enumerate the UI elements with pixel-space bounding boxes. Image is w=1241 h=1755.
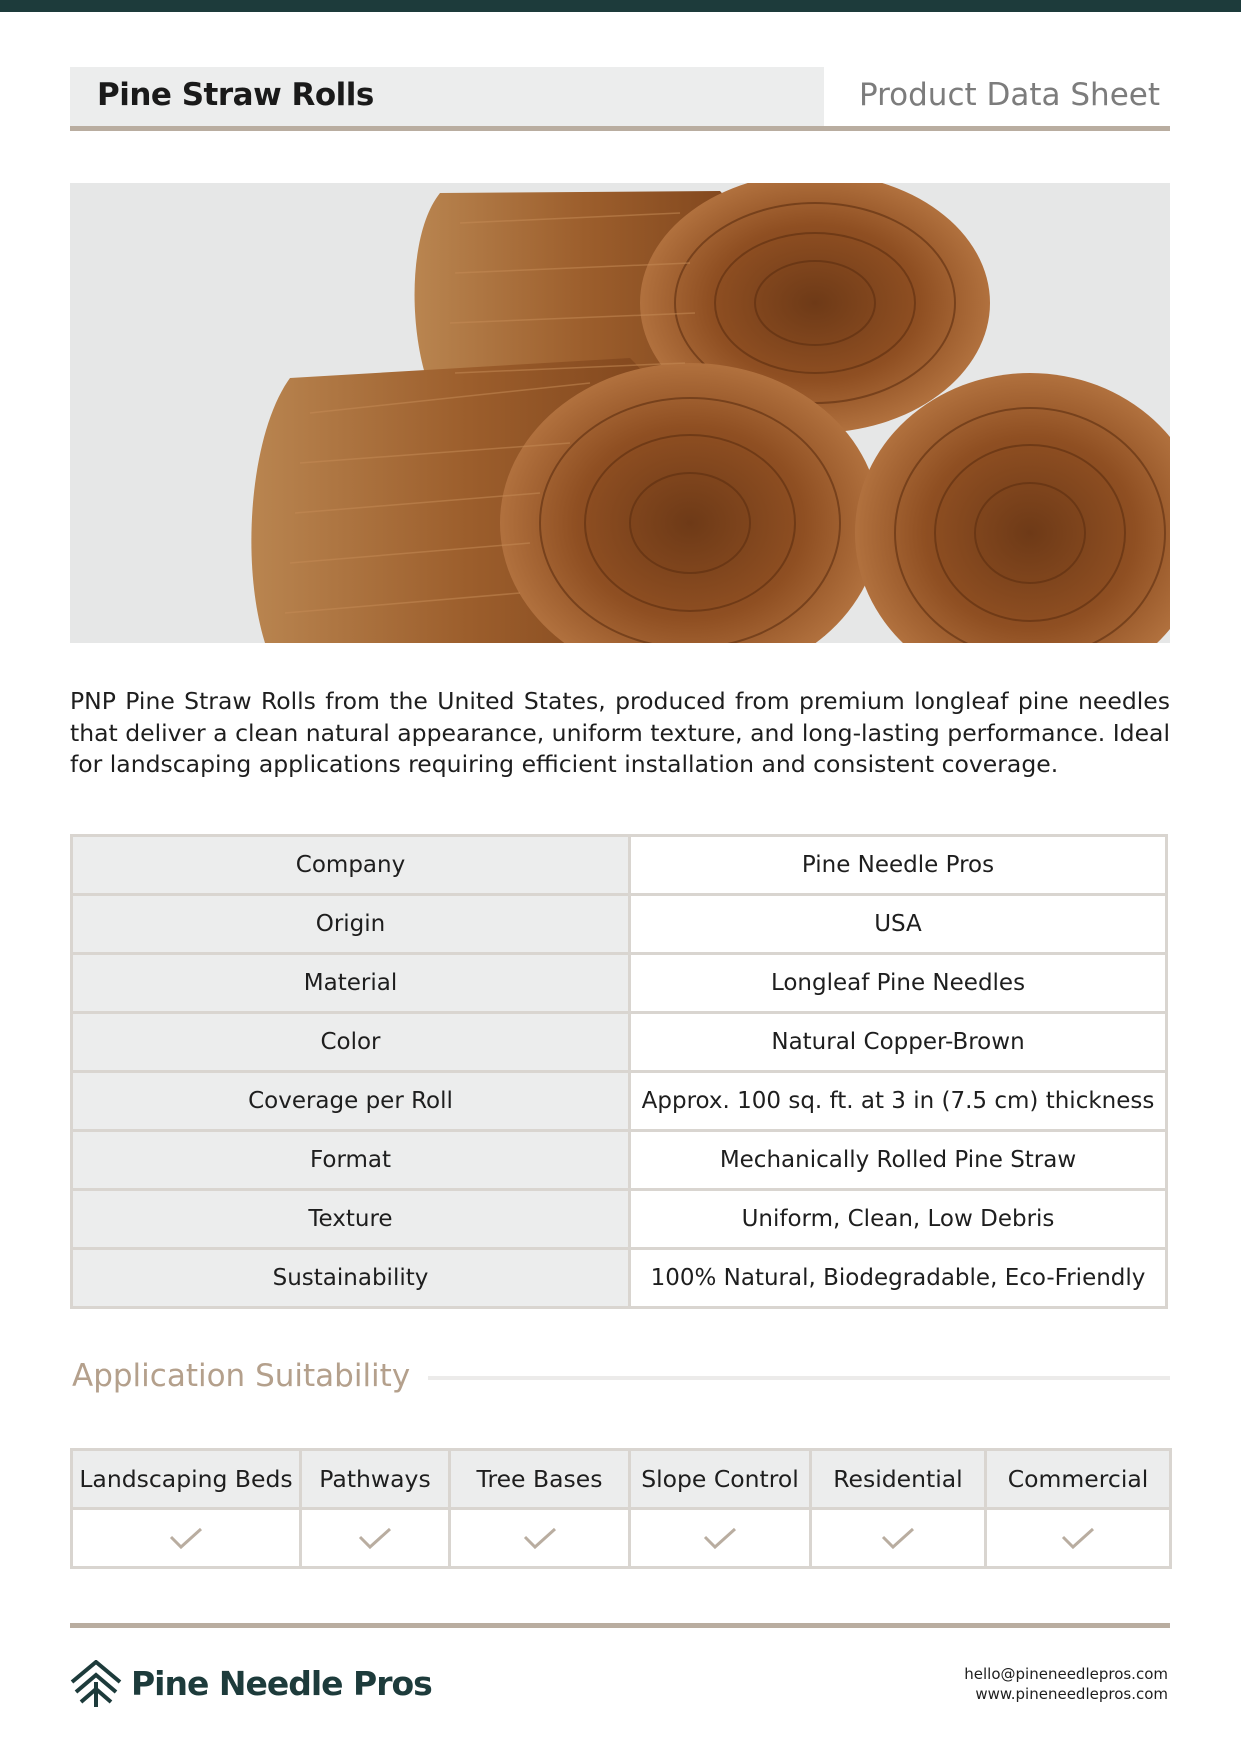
footer-logo[interactable] — [70, 1660, 490, 1710]
spec-value: Mechanically Rolled Pine Straw — [630, 1131, 1167, 1190]
contact-website[interactable]: www.pineneedlepros.com — [975, 1685, 1168, 1703]
page-title: Pine Straw Rolls — [97, 77, 374, 113]
check-cell — [301, 1509, 450, 1568]
spec-value: 100% Natural, Biodegradable, Eco-Friendly — [630, 1249, 1167, 1308]
section-rule — [428, 1376, 1170, 1380]
application-column-header: Pathways — [301, 1450, 450, 1509]
spec-value: USA — [630, 895, 1167, 954]
spec-value: Approx. 100 sq. ft. at 3 in (7.5 cm) thickness — [630, 1072, 1167, 1131]
spec-label: Color — [72, 1013, 630, 1072]
table-row — [72, 1013, 1167, 1072]
application-column-header: Tree Bases — [450, 1450, 630, 1509]
footer-rule — [70, 1623, 1170, 1628]
check-icon — [358, 1526, 392, 1550]
top-bar — [0, 0, 1241, 12]
header — [70, 67, 1170, 127]
spec-label: Origin — [72, 895, 630, 954]
application-column-header: Landscaping Beds — [72, 1450, 301, 1509]
check-cell — [811, 1509, 986, 1568]
table-row — [72, 1131, 1167, 1190]
application-check-row — [72, 1509, 1171, 1568]
spec-label: Texture — [72, 1190, 630, 1249]
pine-tree-logo-icon — [70, 1660, 122, 1708]
header-rule — [70, 126, 1170, 131]
spec-label: Material — [72, 954, 630, 1013]
check-cell — [986, 1509, 1171, 1568]
footer-brand-name: Pine Needle Pros — [131, 1664, 432, 1703]
spec-label: Format — [72, 1131, 630, 1190]
spec-label: Sustainability — [72, 1249, 630, 1308]
footer-contact — [964, 1664, 1168, 1704]
spec-value: Uniform, Clean, Low Debris — [630, 1190, 1167, 1249]
application-header-row — [72, 1450, 1171, 1509]
table-row — [72, 836, 1167, 895]
check-icon — [1061, 1526, 1095, 1550]
check-icon — [523, 1526, 557, 1550]
check-cell — [72, 1509, 301, 1568]
table-row — [72, 1190, 1167, 1249]
spec-label: Coverage per Roll — [72, 1072, 630, 1131]
spec-value: Pine Needle Pros — [630, 836, 1167, 895]
hero-image — [70, 183, 1170, 643]
spec-table — [70, 834, 1168, 1309]
spec-value: Natural Copper-Brown — [630, 1013, 1167, 1072]
application-table — [70, 1448, 1172, 1569]
application-column-header: Commercial — [986, 1450, 1171, 1509]
section-title: Application Suitability — [72, 1358, 411, 1394]
pine-straw-rolls-photo — [70, 183, 1170, 643]
check-cell — [450, 1509, 630, 1568]
application-column-header: Residential — [811, 1450, 986, 1509]
check-icon — [881, 1526, 915, 1550]
spec-label: Company — [72, 836, 630, 895]
page-subtitle: Product Data Sheet — [858, 77, 1160, 113]
application-column-header: Slope Control — [630, 1450, 811, 1509]
check-cell — [630, 1509, 811, 1568]
check-icon — [703, 1526, 737, 1550]
spec-value: Longleaf Pine Needles — [630, 954, 1167, 1013]
product-description: PNP Pine Straw Rolls from the United States, produced from premium longleaf pine needles that deliver a clean natural appearance, uniform texture, and long-lasting performance. Ideal for landscaping applications requiring efficient installation and consistent coverage. — [70, 687, 1170, 778]
table-row — [72, 895, 1167, 954]
check-icon — [169, 1526, 203, 1550]
table-row — [72, 1072, 1167, 1131]
contact-email[interactable]: hello@pineneedlepros.com — [964, 1665, 1168, 1683]
title-box — [70, 67, 824, 127]
table-row — [72, 1249, 1167, 1308]
table-row — [72, 954, 1167, 1013]
